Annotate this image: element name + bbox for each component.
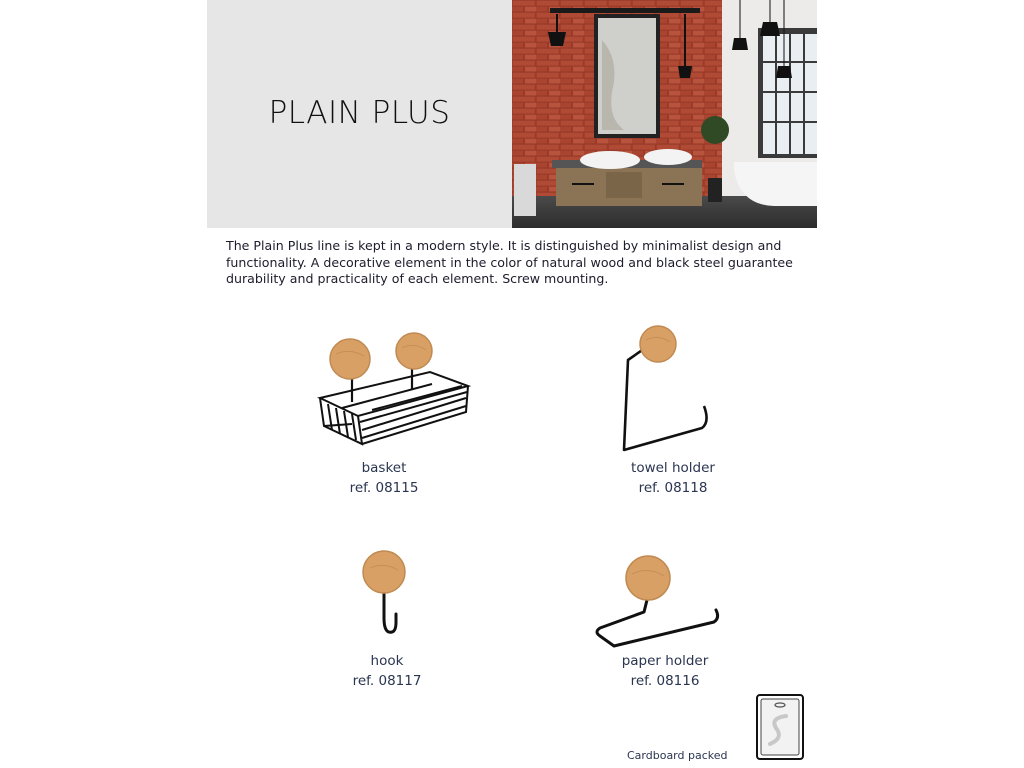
hero-photo (512, 0, 817, 228)
bathroom-photo-illustration (512, 0, 817, 228)
page-title: PLAIN PLUS (268, 95, 451, 131)
product-name: hook (370, 653, 404, 669)
cardboard-package-icon (756, 694, 804, 764)
paper-holder-image (592, 552, 724, 652)
product-name: towel holder (631, 460, 715, 476)
hook-caption (327, 651, 447, 691)
product-ref: ref. 08117 (352, 673, 422, 689)
product-ref: ref. 08116 (630, 673, 700, 689)
hook-image (356, 548, 416, 640)
product-name: basket (361, 460, 407, 476)
product-ref: ref. 08118 (638, 480, 708, 496)
product-name: paper holder (621, 653, 709, 669)
basket-image (312, 326, 476, 452)
paper-holder-caption (604, 651, 726, 691)
intro-paragraph: The Plain Plus line is kept in a modern style. It is distinguished by minimalist design and functionality. A decorative element in the color of natural wood and black steel guarantee durability and practicality of each element. Screw mounting. (226, 238, 793, 286)
hero-title-panel (207, 0, 512, 228)
basket-caption (324, 458, 444, 498)
packaging-label: Cardboard packed (627, 749, 728, 762)
towel-holder-caption (612, 458, 734, 498)
towel-holder-image (618, 324, 714, 456)
product-ref: ref. 08115 (349, 480, 419, 496)
